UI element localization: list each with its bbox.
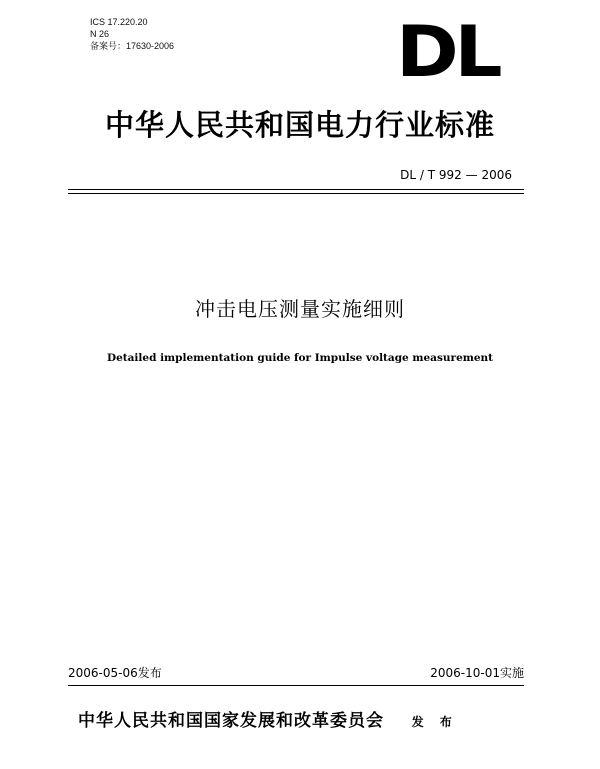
header-divider [68,189,524,190]
document-title-en: Detailed implementation guide for Impulse voltage measurement [106,352,494,364]
classification-block [90,16,174,52]
issuer-line [78,710,458,733]
header-divider-secondary [68,193,524,194]
ics-code: ICS 17.220.20 [90,17,148,27]
issuing-authority: 中华人民共和国国家发展和改革委员会 [78,711,384,731]
dl-logo: DL [396,11,499,93]
document-title-cn: 冲击电压测量实施细则 [195,297,405,321]
footer-divider [68,685,524,686]
standard-number: DL / T 992 — 2006 [400,168,512,182]
filing-number: 备案号：17630-2006 [90,41,175,51]
implementation-date: 2006-10-01实施 [430,666,524,680]
ccs-code: N 26 [90,29,110,39]
issue-date: 2006-05-06发布 [68,666,162,680]
publish-label: 发 布 [411,715,458,729]
standard-category-title: 中华人民共和国电力行业标准 [104,108,495,142]
